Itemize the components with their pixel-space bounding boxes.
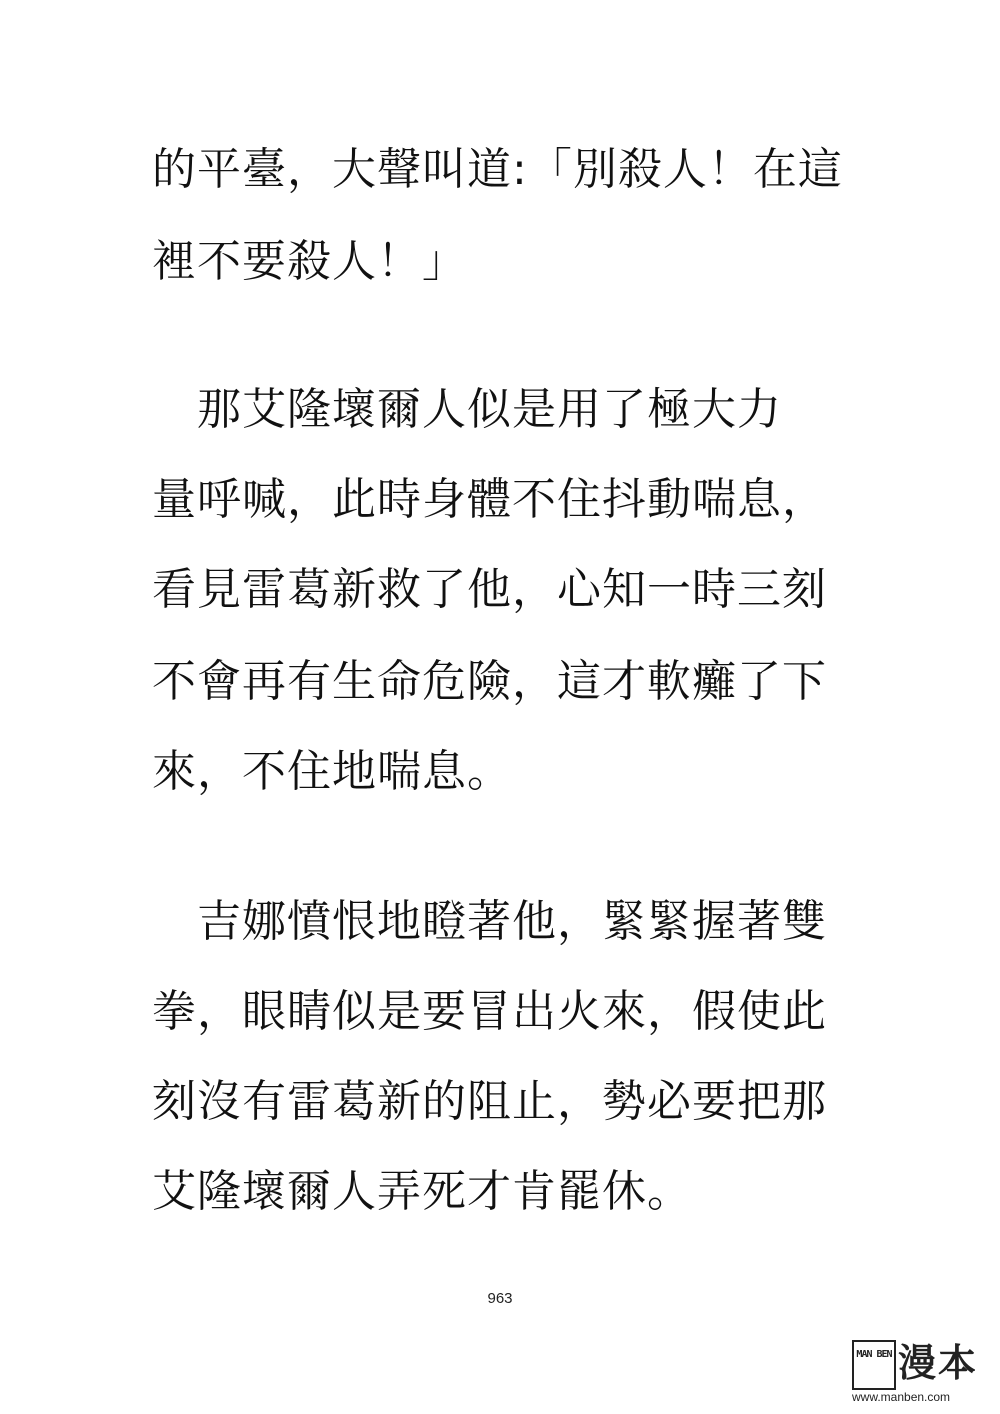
watermark-title: 漫本 bbox=[898, 1341, 979, 1385]
text-line: 量呼喊，此時身體不住抖動喘息， bbox=[152, 474, 827, 525]
text-line: 不會再有生命危險，這才軟癱了下 bbox=[152, 656, 827, 707]
text-line: 看見雷葛新救了他，心知一時三刻 bbox=[152, 564, 827, 615]
text-line: 艾隆壞爾人弄死才肯罷休。 bbox=[152, 1166, 692, 1217]
text-line: 裡不要殺人！」 bbox=[152, 236, 467, 287]
watermark-url: www.manben.com bbox=[852, 1390, 951, 1404]
watermark-logo-box bbox=[852, 1340, 896, 1390]
site-watermark bbox=[852, 1338, 992, 1406]
text-line: 吉娜憤恨地瞪著他，緊緊握著雙 bbox=[152, 896, 827, 947]
watermark-logo-text: MAN BEN bbox=[856, 1349, 892, 1360]
text-line: 刻沒有雷葛新的阻止，勢必要把那 bbox=[152, 1076, 827, 1127]
text-line: 來，不住地喘息。 bbox=[152, 746, 512, 797]
page-number: 963 bbox=[487, 1290, 513, 1307]
text-line: 的平臺，大聲叫道:「別殺人！在這 bbox=[152, 144, 843, 195]
text-line: 拳，眼睛似是要冒出火來，假使此 bbox=[152, 986, 827, 1037]
text-line: 那艾隆壞爾人似是用了極大力 bbox=[152, 384, 782, 435]
